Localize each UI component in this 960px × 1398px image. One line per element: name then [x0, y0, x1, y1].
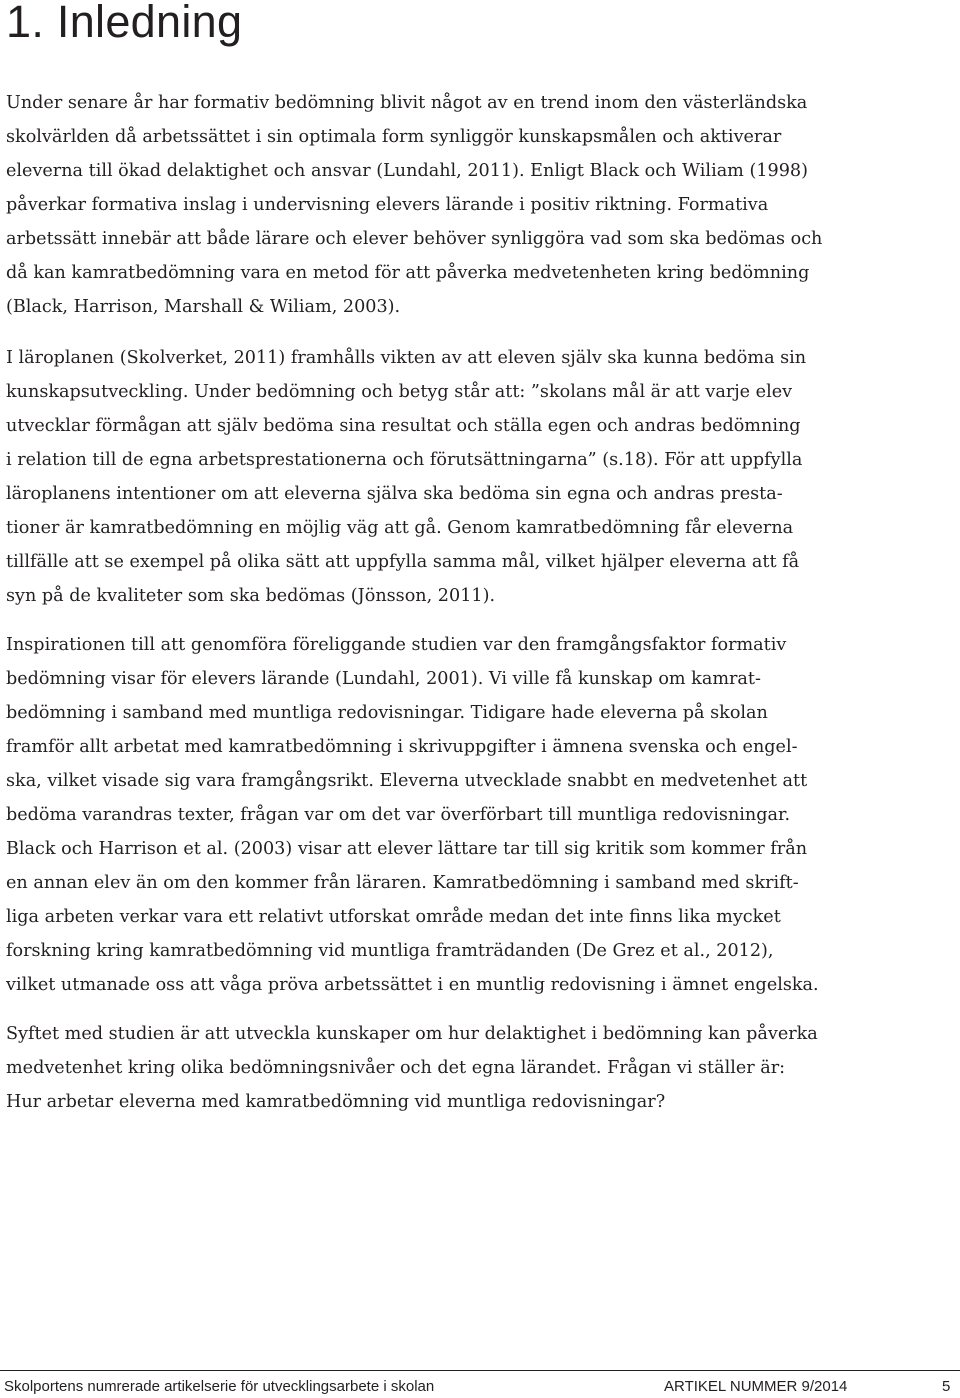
paragraph-line: liga arbeten verkar vara ett relativt utforskat område medan det inte finns lika mycket	[6, 907, 781, 927]
paragraph-1	[6, 86, 936, 324]
paragraph-line: ska, vilket visade sig vara framgångsrikt. Eleverna utvecklade snabbt en medvetenhet att	[6, 771, 808, 791]
page-title: 1. Inledning	[6, 0, 243, 47]
paragraph-line: bedömning visar för elevers lärande (Lundahl, 2001). Vi ville få kunskap om kamrat-	[6, 669, 761, 689]
paragraph-line: vilket utmanade oss att våga pröva arbetssättet i en muntlig redovisning i ämnet engelska.	[6, 975, 819, 995]
paragraph-line: Syftet med studien är att utveckla kunskaper om hur delaktighet i bedömning kan påverka	[6, 1024, 818, 1044]
paragraph-2	[6, 341, 936, 613]
footer-series-title: Skolportens numrerade artikelserie för utvecklingsarbete i skolan	[4, 1378, 435, 1395]
paragraph-line: kunskapsutveckling. Under bedömning och betyg står att: ”skolans mål är att varje elev	[6, 382, 793, 402]
footer-divider	[0, 1370, 960, 1371]
paragraph-line: påverkar formativa inslag i undervisning elevers lärande i positiv riktning. Formativa	[6, 195, 769, 215]
paragraph-line: i relation till de egna arbetsprestationerna och förutsättningarna” (s.18). För att uppfylla	[6, 450, 803, 470]
paragraph-line: I läroplanen (Skolverket, 2011) framhålls vikten av att eleven själv ska kunna bedöma sin	[6, 348, 807, 368]
paragraph-line: bedöma varandras texter, frågan var om det var överförbart till muntliga redovisningar.	[6, 805, 791, 825]
paragraph-line: läroplanens intentioner om att eleverna själva ska bedöma sin egna och andras presta-	[6, 484, 783, 504]
paragraph-line: Black och Harrison et al. (2003) visar att elever lättare tar till sig kritik som kommer från	[6, 839, 808, 859]
paragraph-line: medvetenhet kring olika bedömningsnivåer och det egna lärandet. Frågan vi ställer är:	[6, 1058, 786, 1078]
paragraph-line: tillfälle att se exempel på olika sätt att uppfylla samma mål, vilket hjälper eleverna att få	[6, 552, 800, 572]
paragraph-line: arbetssätt innebär att både lärare och elever behöver synliggöra vad som ska bedömas och	[6, 229, 823, 249]
footer-issue-number: ARTIKEL NUMMER 9/2014	[664, 1378, 848, 1395]
paragraph-line: bedömning i samband med muntliga redovisningar. Tidigare hade eleverna på skolan	[6, 703, 768, 723]
paragraph-line: framför allt arbetat med kamratbedömning i skrivuppgifter i ämnena svenska och engel-	[6, 737, 798, 757]
paragraph-line: tioner är kamratbedömning en möjlig väg att gå. Genom kamratbedömning får eleverna	[6, 518, 794, 538]
paragraph-line: Inspirationen till att genomföra föreliggande studien var den framgångsfaktor formativ	[6, 635, 787, 655]
paragraph-line: då kan kamratbedömning vara en metod för att påverka medvetenheten kring bedömning	[6, 263, 810, 283]
page-number: 5	[942, 1378, 951, 1395]
paragraph-line: (Black, Harrison, Marshall & Wiliam, 2003).	[6, 297, 401, 317]
paragraph-line: eleverna till ökad delaktighet och ansvar (Lundahl, 2011). Enligt Black och Wiliam (1998)	[6, 161, 808, 181]
paragraph-line: Under senare år har formativ bedömning blivit något av en trend inom den västerländska	[6, 93, 808, 113]
paragraph-line: en annan elev än om den kommer från läraren. Kamratbedömning i samband med skrift-	[6, 873, 799, 893]
paragraph-line: skolvärlden då arbetssättet i sin optimala form synliggör kunskapsmålen och aktiverar	[6, 127, 782, 147]
paragraph-line: utvecklar förmågan att själv bedöma sina resultat och ställa egen och andras bedömning	[6, 416, 801, 436]
paragraph-line: forskning kring kamratbedömning vid muntliga framträdanden (De Grez et al., 2012),	[6, 941, 774, 961]
paragraph-line: syn på de kvaliteter som ska bedömas (Jönsson, 2011).	[6, 586, 496, 606]
paragraph-line: Hur arbetar eleverna med kamratbedömning vid muntliga redovisningar?	[6, 1092, 666, 1112]
paragraph-3	[6, 628, 936, 1002]
paragraph-4	[6, 1017, 936, 1119]
